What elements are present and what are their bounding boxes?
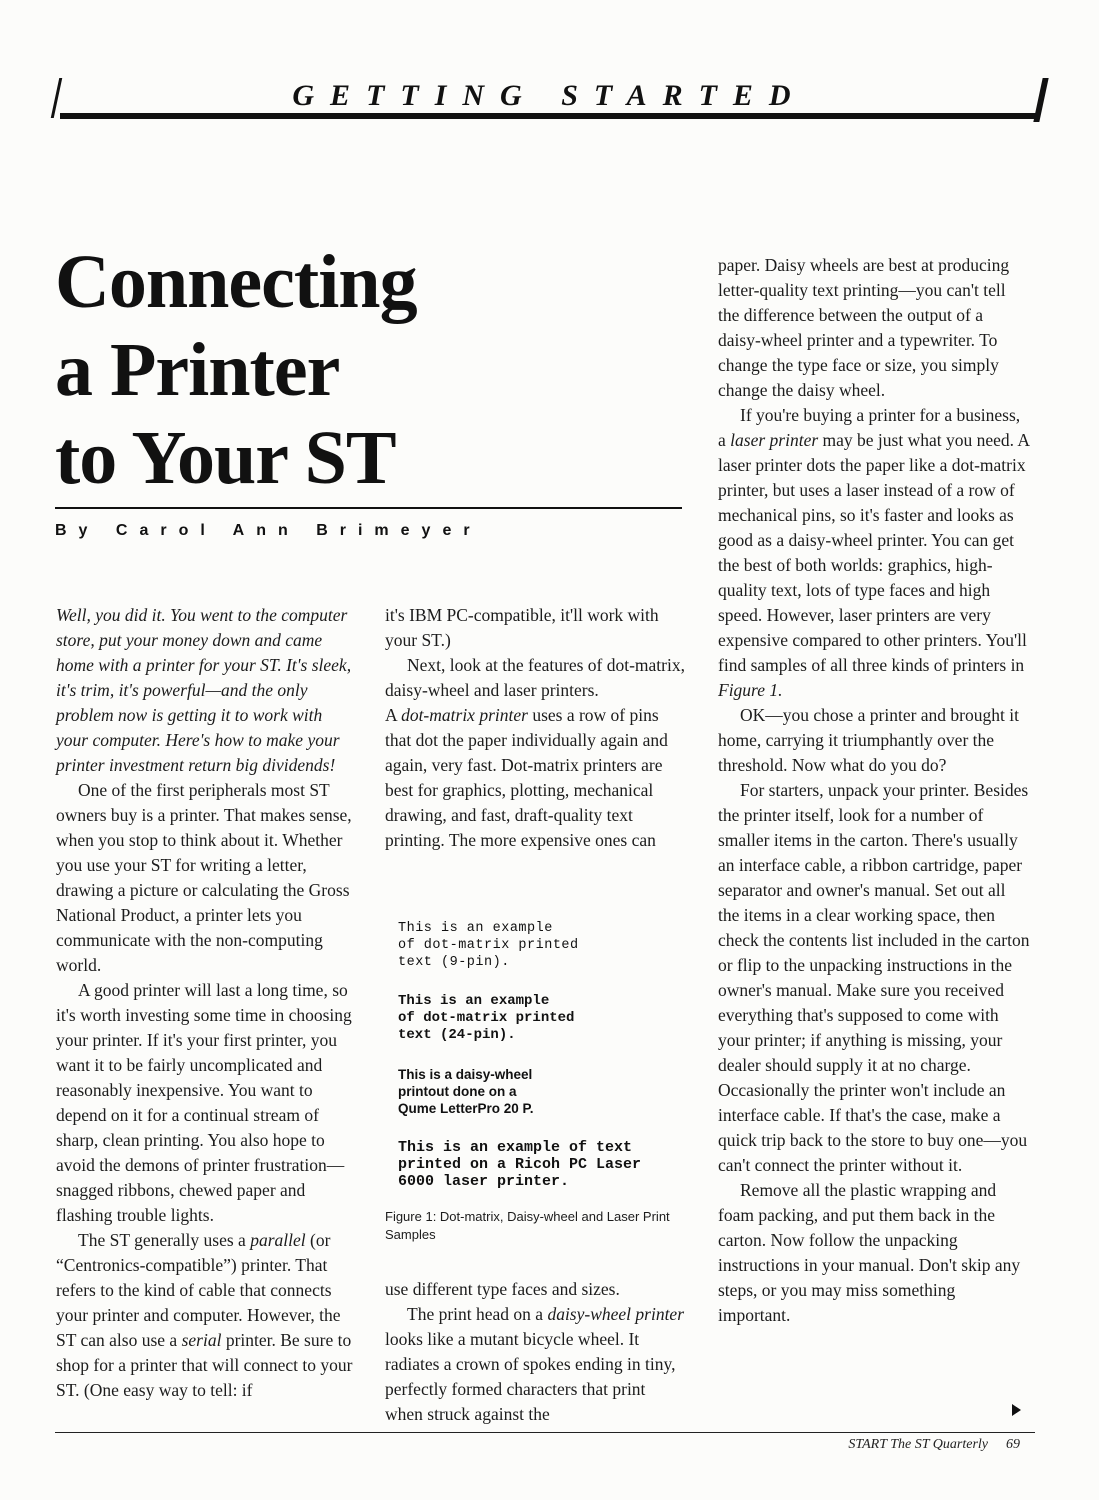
paragraph: Remove all the plastic wrapping and foam packing, and put them back in the carton. Now follow the unpacking instructions in your manual. Don't skip any steps, or you may miss something important. [718,1180,1021,1325]
article-title [55,238,475,502]
paragraph: OK—you chose a printer and brought it home, carrying it triumphantly over the threshold. Now what do you do? [718,705,1019,775]
paragraph [385,1302,685,1427]
section-header [55,66,1044,122]
emphasis: daisy-wheel printer [547,1304,685,1324]
figure-print-samples [398,920,688,1212]
page-footer [848,1437,1020,1453]
continued-arrow-icon [1012,1404,1021,1416]
sample-daisy-wheel: This is a daisy-wheel printout done on a Qume LetterPro 20 P. [398,1067,534,1116]
text: If you're buying a printer for a business, a [718,405,1021,450]
publication-name: START The ST Quarterly [848,1437,988,1452]
paragraph: use different type faces and sizes. [385,1279,620,1299]
title-line-3: to Your ST [55,416,396,500]
footer-rule [55,1432,1035,1433]
text: (or “Centronics-compatible”) printer. That refers to the kind of cable that connects your printer and computer. However, the ST can also use a [56,1230,341,1350]
paragraph: Next, look at the features of dot-matrix, daisy-wheel and laser printers. [385,655,685,700]
text: looks like a mutant bicycle wheel. It radiates a crown of spokes ending in tiny, perfectly formed characters that print when struck against the [385,1329,676,1424]
title-rule [55,507,682,509]
column-2-bottom [385,1277,685,1427]
column-1 [56,603,356,1403]
text: The ST generally uses a [78,1230,251,1250]
sample-dot-matrix-9pin: This is an example of dot-matrix printed text (9-pin). [398,921,579,970]
figure-caption: Figure 1: Dot-matrix, Daisy-wheel and Laser Print Samples [385,1209,670,1242]
text: The print head on a [407,1304,548,1324]
sample-dot-matrix-24pin: This is an example of dot-matrix printed text (24-pin). [398,993,575,1043]
text: uses a row of pins that dot the paper individually again and again, very fast. Dot-matrix printers are best for graphics, plotting, mechanical drawing, and fast, draft-quality text printing. The more expensive ones can [385,705,668,850]
paragraph: A good printer will last a long time, so it's worth investing some time in choosing your printer. If it's your first printer, you want it to be fairly uncomplicated and reasonably inexpensive. You want to depend on it for a continual stream of sharp, clean printing. You also hope to avoid the demons of printer frustration—snagged ribbons, chewed paper and flashing trouble lights. [56,980,352,1225]
emphasis: Figure 1. [718,680,783,700]
text: may be just what you need. A laser printer dots the paper like a dot-matrix printer, but uses a laser instead of a row of mechanical pins, so it's faster and looks as good as a daisy-wheel printer. You can get the best of both worlds: graphics, high-quality text, lots of type faces and high speed. However, laser printers are very expensive compared to other printers. You'll find samples of all three kinds of printers in [718,430,1030,675]
text: A [385,705,402,725]
emphasis: parallel [250,1230,306,1250]
title-line-2: a Printer [55,328,340,412]
sample-laser: This is an example of text printed on a Ricoh PC Laser 6000 laser printer. [398,1139,642,1190]
byline: By Carol Ann Brimeyer [55,522,482,539]
text: printer. Be sure to shop for a printer that will connect to your ST. (One easy way to tell: if [56,1330,353,1400]
paragraph: One of the first peripherals most ST owners buy is a printer. That makes sense, when you stop to think about it. Whether you use your ST for writing a letter, drawing a picture or calculating the Gross National Product, a printer lets you communicate with the non-computing world. [56,780,352,975]
section-title: GETTING STARTED [292,79,807,112]
header-rule [60,113,1036,119]
column-2-top [385,603,685,853]
emphasis: laser printer [730,430,819,450]
emphasis: serial [181,1330,222,1350]
paragraph: paper. Daisy wheels are best at producing letter-quality text printing—you can't tell the difference between the output of a daisy-wheel printer and a typewriter. To change the type face or size, you simply change the daisy wheel. [718,255,1010,400]
intro-paragraph: Well, you did it. You went to the computer store, put your money down and came home with a printer for your ST. It's sleek, it's trim, it's powerful—and the only problem now is getting it to work with your computer. Here's how to make your printer investment return big dividends! [56,605,352,775]
paragraph [718,403,1030,703]
paragraph: it's IBM PC-compatible, it'll work with your ST.) [385,605,659,650]
paragraph [56,1228,356,1403]
paragraph [385,703,685,853]
column-3 [718,253,1030,1328]
title-line-1: Connecting [55,240,417,324]
emphasis: dot-matrix printer [401,705,528,725]
paragraph: For starters, unpack your printer. Besides the printer itself, look for a number of smaller items in the carton. There's usually an interface cable, a ribbon cartridge, paper separator and owner's manual. Set out all the items in a clear working space, then check the contents list included in the carton or flip to the unpacking instructions in the owner's manual. Make sure you received everything that's supposed to come with your printer; if anything is missing, your dealer should supply it at no charge. Occasionally the printer won't include an interface cable. If that's the case, make a quick trip back to the store to buy one—you can't connect the printer without it. [718,780,1030,1175]
page-number: 69 [1006,1437,1020,1452]
